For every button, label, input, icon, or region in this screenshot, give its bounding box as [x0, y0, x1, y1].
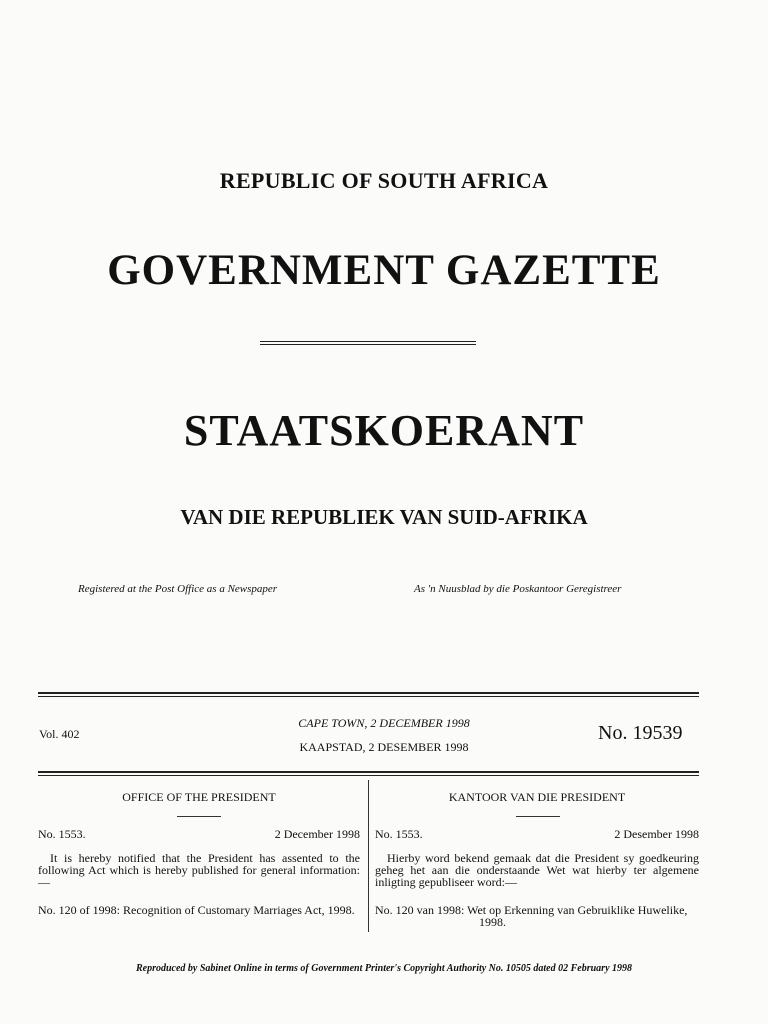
afrikaans-heading-dash [516, 816, 560, 817]
afrikaans-subtitle: VAN DIE REPUBLIEK VAN SUID-AFRIKA [180, 505, 588, 529]
title-divider [260, 341, 476, 345]
afrikaans-act-text: No. 120 van 1998: Wet op Erkenning van Gebruiklike Huwelike, 1998. [375, 903, 688, 929]
gazette-number: No. 19539 [598, 722, 683, 744]
afrikaans-notice-body: Hierby word bekend gemaak dat die President sy goedkeuring geheg het aan die onderstaande Wet wat hierby ter algemene inligting gepubliseer word:— [375, 851, 699, 889]
afrikaans-heading: KANTOOR VAN DIE PRESIDENT [448, 790, 626, 804]
english-notice-body: It is hereby notified that the President has assented to the following Act which is hereby published for general information:— [38, 851, 360, 889]
issue-top-rule [38, 692, 699, 697]
afrikaans-act-title [375, 904, 699, 928]
english-notice-number: No. 1553. [38, 827, 86, 841]
english-act-text: No. 120 of 1998: Recognition of Customary Marriages Act, 1998. [38, 903, 355, 917]
reproduction-footer: Reproduced by Sabinet Online in terms of Government Printer's Copyright Authority No. 10505 dated 02 February 1998 [135, 963, 633, 974]
column-divider [368, 780, 369, 932]
english-act-title [38, 904, 360, 916]
afrikaans-notice-number: No. 1553. [375, 827, 423, 841]
volume-number: Vol. 402 [39, 727, 80, 741]
english-heading: OFFICE OF THE PRESIDENT [122, 790, 276, 804]
issue-date-english: CAPE TOWN, 2 DECEMBER 1998 [298, 716, 470, 730]
registration-afrikaans: As 'n Nuusblad by die Poskantoor Geregistreer [414, 583, 622, 595]
gazette-title: GOVERNMENT GAZETTE [107, 247, 661, 294]
issue-date-afrikaans: KAAPSTAD, 2 DESEMBER 1998 [299, 740, 469, 754]
afrikaans-notice-date: 2 Desember 1998 [614, 827, 699, 841]
english-notice-date: 2 December 1998 [274, 827, 360, 841]
issue-bottom-rule [38, 771, 699, 776]
masthead-republic: REPUBLIC OF SOUTH AFRICA [219, 168, 549, 193]
registration-english: Registered at the Post Office as a Newspaper [78, 583, 278, 595]
staatskoerant-title: STAATSKOERANT [183, 406, 585, 455]
english-heading-dash [177, 816, 221, 817]
